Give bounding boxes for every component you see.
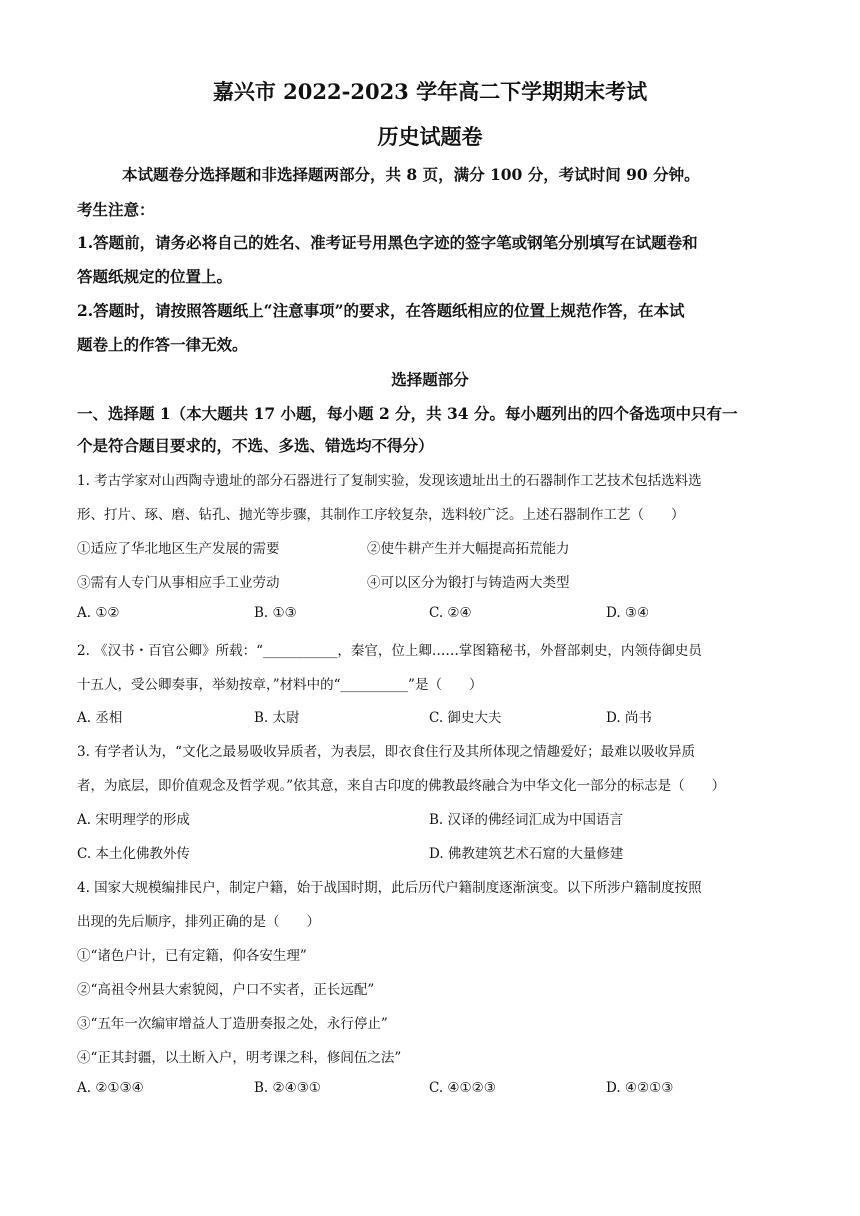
section-instruction-line-1: 一、选择题 1（本大题共 17 小题，每小题 2 分，共 34 分。每小题列出的四个备选项中只有一	[77, 404, 738, 423]
question-1-option-a: A. ①②	[77, 605, 120, 621]
question-2-stem-line-2: 十五人，受公卿奏事，举劾按章，”材料中的“__________”是（ ）	[77, 677, 483, 693]
question-2-option-c: C. 御史大夫	[429, 710, 502, 726]
question-4-statement-3: ③“五年一次编审增益人丁造册奏报之处，永行停止”	[77, 1016, 388, 1032]
question-1-stem-line-1: 1. 考古学家对山西陶寺遗址的部分石器进行了复制实验，发现该遗址出土的石器制作工艺技术包括选料选	[77, 473, 702, 489]
question-1-statement-4: ④可以区分为锻打与铸造两大类型	[367, 575, 570, 591]
question-1-stem-line-2: 形、打片、琢、磨、钻孔、抛光等步骤，其制作工序较复杂，选料较广泛。上述石器制作工艺（ ）	[77, 507, 685, 523]
section-title: 选择题部分	[391, 370, 469, 389]
question-4-statement-1: ①“诸色户计，已有定籍，仰各安生理”	[77, 948, 307, 964]
question-3-option-d: D. 佛教建筑艺术石窟的大量修建	[429, 846, 624, 862]
question-4-option-d: D. ④②①③	[606, 1080, 674, 1096]
question-4-stem-line-2: 出现的先后顺序，排列正确的是（ ）	[77, 914, 320, 930]
notice-item-2-line-1: 2.答题时，请按照答题纸上“注意事项”的要求，在答题纸相应的位置上规范作答，在本试	[77, 301, 685, 320]
question-2-option-d: D. 尚书	[606, 710, 652, 726]
question-1-statement-1: ①适应了华北地区生产发展的需要	[77, 541, 280, 557]
question-2-stem-line-1: 2. 《汉书・百官公卿》所载：“___________，秦官，位上卿……掌图籍秘书，外督部刺史，内领侍御史员	[77, 643, 702, 659]
section-instruction-line-2: 个是符合题目要求的，不选、多选、错选均不得分）	[77, 436, 434, 455]
question-3-stem-line-1: 3. 有学者认为，“文化之最易吸收异质者，为表层，即衣食住行及其所体现之情趣爱好；最难以吸收异质	[77, 744, 696, 760]
question-4-option-b: B. ②④③①	[254, 1080, 321, 1096]
exam-subtitle: 历史试题卷	[377, 124, 483, 149]
question-3-option-a: A. 宋明理学的形成	[77, 812, 190, 828]
question-1-statement-2: ②使牛耕产生并大幅提高拓荒能力	[367, 541, 570, 557]
question-1-statement-3: ③需有人专门从事相应手工业劳动	[77, 575, 280, 591]
question-4-stem-line-1: 4. 国家大规模编排民户，制定户籍，始于战国时期，此后历代户籍制度逐渐演变。以下所涉户籍制度按照	[77, 880, 702, 896]
notice-heading: 考生注意：	[77, 200, 155, 219]
notice-item-2-line-2: 题卷上的作答一律无效。	[77, 335, 248, 354]
question-4-option-c: C. ④①②③	[429, 1080, 496, 1096]
question-1-option-c: C. ②④	[429, 605, 472, 621]
question-2-option-a: A. 丞相	[77, 710, 123, 726]
exam-title: 嘉兴市 2022-2023 学年高二下学期期末考试	[212, 79, 648, 104]
notice-item-1-line-2: 答题纸规定的位置上。	[77, 267, 233, 286]
question-1-option-d: D. ③④	[606, 605, 650, 621]
question-1-option-b: B. ①③	[254, 605, 297, 621]
notice-item-1-line-1: 1.答题前，请务必将自己的姓名、准考证号用黑色字迹的签字笔或钢笔分别填写在试题卷和	[77, 233, 698, 252]
intro-text: 本试题卷分选择题和非选择题两部分，共 8 页，满分 100 分，考试时间 90 分钟。	[122, 165, 700, 184]
question-3-option-b: B. 汉译的佛经词汇成为中国语言	[429, 812, 624, 828]
question-4-statement-4: ④“正其封疆，以土断入户，明考课之科，修闾伍之法”	[77, 1050, 402, 1066]
question-3-option-c: C. 本土化佛教外传	[77, 846, 190, 862]
question-4-statement-2: ②“高祖令州县大索貌阅，户口不实者，正长远配”	[77, 982, 375, 998]
question-4-option-a: A. ②①③④	[77, 1080, 144, 1096]
question-2-option-b: B. 太尉	[254, 710, 300, 726]
question-3-stem-line-2: 者，为底层，即价值观念及哲学观。”依其意，来自古印度的佛教最终融合为中华文化一部分的标志是（ ）	[77, 778, 726, 794]
